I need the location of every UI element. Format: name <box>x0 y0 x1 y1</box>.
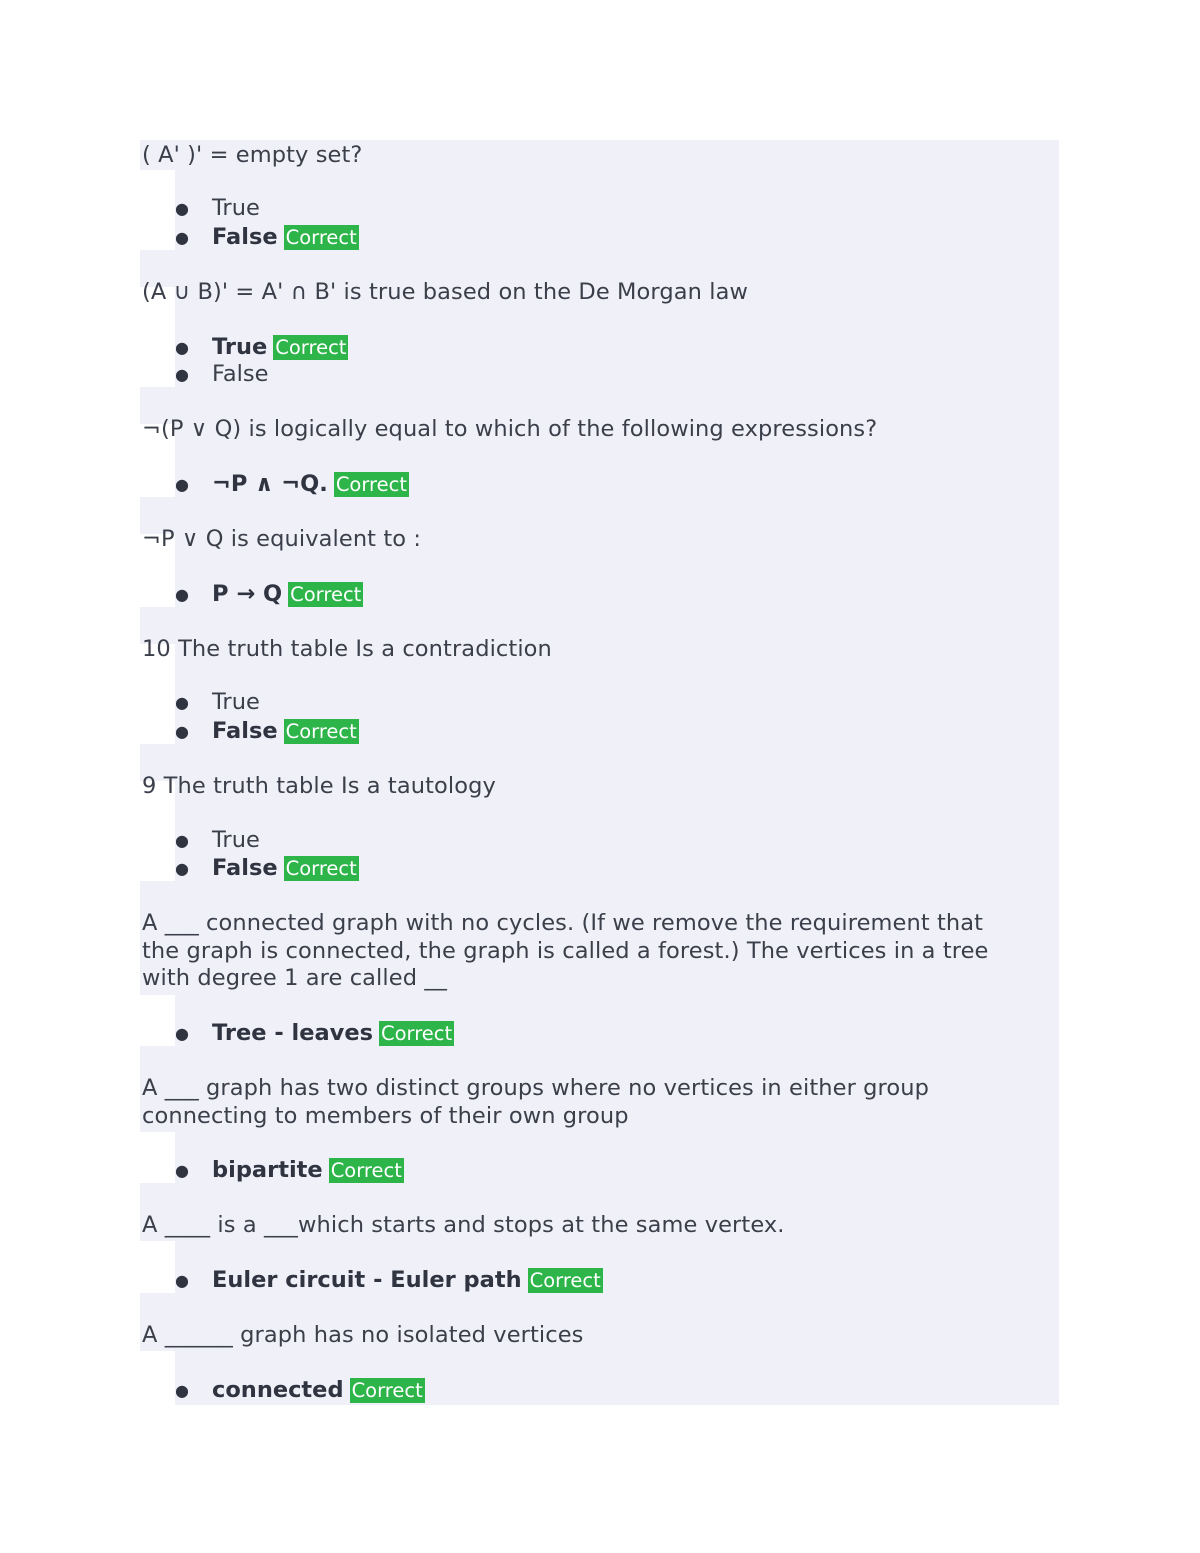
bullet-icon: ● <box>175 1271 189 1290</box>
answer-option-correct <box>175 1020 454 1048</box>
option-label: Euler circuit - Euler path <box>212 1267 522 1293</box>
answer-option-correct <box>175 855 359 883</box>
answer-option <box>175 195 260 223</box>
bullet-icon: ● <box>175 365 189 384</box>
answer-option-correct <box>175 718 359 746</box>
answer-option-correct <box>175 581 363 609</box>
bullet-icon: ● <box>175 859 189 878</box>
question-text: A ____ is a ___which starts and stops at the same vertex. <box>142 1212 785 1238</box>
bullet-icon: ● <box>175 831 189 850</box>
answer-option <box>175 827 260 855</box>
bullet-icon: ● <box>175 338 189 357</box>
answer-option-correct <box>175 471 409 499</box>
correct-badge: Correct <box>285 720 357 744</box>
correct-badge: Correct <box>290 583 362 607</box>
bullet-icon: ● <box>175 199 189 218</box>
question-text: ¬P ∨ Q is equivalent to : <box>142 526 422 552</box>
bullet-icon: ● <box>175 693 189 712</box>
question-text: A ___ graph has two distinct groups where no vertices in either group connecting to members of their own group <box>142 1075 930 1129</box>
question-text: (A ∪ B)' = A' ∩ B' is true based on the De Morgan law <box>142 279 748 305</box>
correct-badge: Correct <box>529 1269 601 1293</box>
bullet-icon: ● <box>175 475 189 494</box>
option-label: True <box>212 195 260 221</box>
correct-badge: Correct <box>330 1159 402 1183</box>
option-label: False <box>212 361 269 387</box>
question-text: ¬(P ∨ Q) is logically equal to which of the following expressions? <box>142 416 878 442</box>
bullet-icon: ● <box>175 228 189 247</box>
answer-option <box>175 361 268 389</box>
option-label: connected <box>212 1377 344 1403</box>
question-text: 9 The truth table Is a tautology <box>142 773 496 799</box>
option-label: False <box>212 718 278 744</box>
option-label: Tree - leaves <box>212 1020 373 1046</box>
correct-badge: Correct <box>380 1022 453 1046</box>
option-label: P → Q <box>212 581 283 607</box>
answer-option-correct <box>175 334 348 362</box>
answer-option <box>175 689 260 717</box>
bullet-icon: ● <box>175 585 189 604</box>
question-text: A ___ connected graph with no cycles. (If we remove the requirement that the graph is connected, the graph is called a forest.) The vertices in a tree with degree 1 are called __ <box>142 910 989 991</box>
option-label: False <box>212 224 278 250</box>
option-label: bipartite <box>212 1157 323 1183</box>
bullet-icon: ● <box>175 1161 189 1180</box>
option-label: ¬P ∧ ¬Q. <box>212 471 328 497</box>
option-label: True <box>212 689 260 715</box>
answer-option-correct <box>175 1267 603 1295</box>
question-text: 10 The truth table Is a contradiction <box>142 636 552 662</box>
answer-option-correct <box>175 1377 425 1405</box>
bullet-icon: ● <box>175 1381 189 1400</box>
correct-badge: Correct <box>335 473 407 497</box>
bullet-icon: ● <box>175 722 189 741</box>
quiz-content <box>140 140 1059 1405</box>
question-text: ( A' )' = empty set? <box>142 142 363 168</box>
bullet-icon: ● <box>175 1024 189 1043</box>
option-label: False <box>212 855 278 881</box>
option-label: True <box>212 334 268 360</box>
correct-badge: Correct <box>285 857 357 881</box>
correct-badge: Correct <box>351 1379 423 1403</box>
correct-badge: Correct <box>275 336 347 360</box>
answer-option-correct <box>175 224 359 252</box>
option-label: True <box>212 827 260 853</box>
answer-option-correct <box>175 1157 404 1185</box>
correct-badge: Correct <box>285 226 357 250</box>
question-text: A ______ graph has no isolated vertices <box>142 1322 584 1348</box>
